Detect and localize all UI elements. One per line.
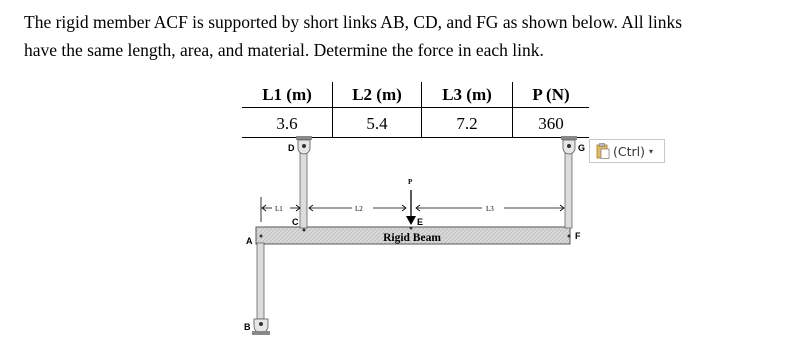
link-ab <box>252 235 270 336</box>
header-l1: L1 (m) <box>242 82 333 108</box>
label-b: B <box>244 322 251 332</box>
label-e: E <box>417 217 424 227</box>
label-c: C <box>292 217 299 227</box>
value-l1: 3.6 <box>242 108 333 138</box>
value-l2: 5.4 <box>333 108 422 138</box>
point-f-marker <box>568 235 571 238</box>
chevron-down-icon: ▾ <box>649 146 654 156</box>
label-g: G <box>578 143 586 153</box>
point-e-marker <box>410 227 413 230</box>
problem-line-1: The rigid member ACF is supported by short links AB, CD, and FG as shown below. All links <box>24 12 683 32</box>
link-fg <box>561 136 577 228</box>
load-arrow <box>406 190 416 225</box>
header-l2: L2 (m) <box>333 82 422 108</box>
value-l3: 7.2 <box>422 108 513 138</box>
header-l3: L3 (m) <box>422 82 513 108</box>
beam-label: Rigid Beam <box>383 232 441 244</box>
value-p: 360 <box>513 108 590 138</box>
label-f: F <box>575 231 581 241</box>
clipboard-icon <box>596 143 610 159</box>
label-l3: L3 <box>486 205 494 213</box>
problem-line-2: have the same length, area, and material. Determine the force in each link. <box>24 40 544 60</box>
paste-options-label: (Ctrl) <box>613 143 645 159</box>
label-a: A <box>246 236 253 246</box>
paste-options-button[interactable] <box>589 139 665 163</box>
label-l1: L1 <box>275 205 283 213</box>
label-l2: L2 <box>355 205 363 213</box>
header-p: P (N) <box>513 82 590 108</box>
label-p: P <box>408 178 413 186</box>
label-d: D <box>288 143 295 153</box>
